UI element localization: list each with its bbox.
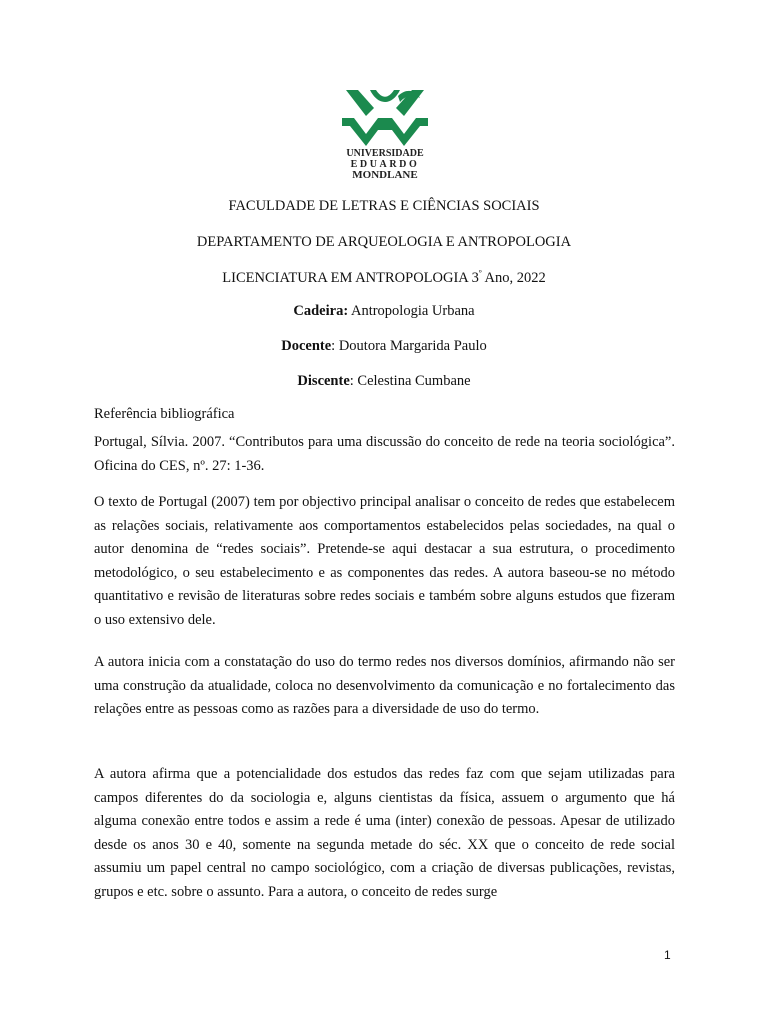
paragraph-text: O texto de Portugal (2007) tem por objectivo principal analisar o conceito de redes que estabelecem as relações sociais, relativamente aos comportamentos estabelecidos pelas sociedades, na qual o autor denomina de “redes sociais”. Pretende-se aqui destacar a sua estrutura, o procedimento metodológico, o seu estabelecimento e as componentes das redes. A autora baseou-se no método quantitativo e revisão de literaturas sobre redes sociais e também sobre alguns estudos que fizeram o uso extensivo dele. — [94, 494, 675, 628]
paragraph-text: A autora afirma que a potencialidade dos estudos das redes faz com que sejam utilizadas para campos diferentes do da sociologia e, alguns cientistas da física, assuem o argumento que há alguma conexão entre todos e assim a rede é uma (inter) conexão de pessoas. Apesar de utilizado desde os anos 30 e 40, somente na segunda metade do séc. XX que o conceito de rede social assumiu um papel central no campo sociológico, com a criação de diversas publicações, revistas, grupos e etc. sobre o assunto. Para a autora, o conceito de redes surge — [94, 766, 675, 900]
paragraph-text: A autora inicia com a constatação do uso do termo redes nos diversos domínios, afirmando não ser uma construção da atualidade, coloca no desenvolvimento da comunicação e no fortalecimento das relações entre as pessoas como as razões para a diversidade de uso do termo. — [94, 654, 675, 717]
reference-title: Referência bibliográfica — [94, 406, 235, 422]
student-line — [0, 373, 768, 390]
faculty-heading: FACULDADE DE LETRAS E CIÊNCIAS SOCIAIS — [228, 198, 540, 214]
paragraph-2 — [94, 651, 675, 722]
student-value: : Celestina Cumbane — [349, 373, 471, 389]
course-line — [0, 303, 768, 320]
course-label: Cadeira: — [293, 303, 349, 319]
department-heading: DEPARTAMENTO DE ARQUEOLOGIA E ANTROPOLOGIA — [196, 234, 572, 250]
paragraph-1 — [94, 491, 675, 632]
teacher-value: : Doutora Margarida Paulo — [331, 338, 487, 354]
degree-prefix: LICENCIATURA EM ANTROPOLOGIA 3 — [222, 269, 479, 286]
page-number: 1 — [664, 948, 671, 962]
university-name-line3: MONDLANE — [352, 169, 418, 181]
citation-text: Portugal, Sílvia. 2007. “Contributos para uma discussão do conceito de rede na teoria sociológica”. Oficina do CES, nº. 27: 1-36. — [94, 434, 675, 474]
university-name-line2: EDUARDO — [350, 159, 420, 170]
university-name-line1: UNIVERSIDADE — [346, 148, 424, 159]
degree-heading — [0, 268, 768, 287]
paragraph-3 — [94, 763, 675, 904]
teacher-label: Docente — [281, 338, 332, 354]
degree-suffix: Ano, 2022 — [481, 269, 546, 286]
university-name — [336, 148, 434, 181]
degree-ordinal: º — [478, 268, 482, 278]
teacher-line — [0, 338, 768, 355]
course-value: Antropologia Urbana — [348, 303, 475, 319]
reference-citation — [94, 431, 675, 478]
university-emblem-icon — [336, 86, 434, 148]
student-label: Discente — [297, 373, 350, 389]
